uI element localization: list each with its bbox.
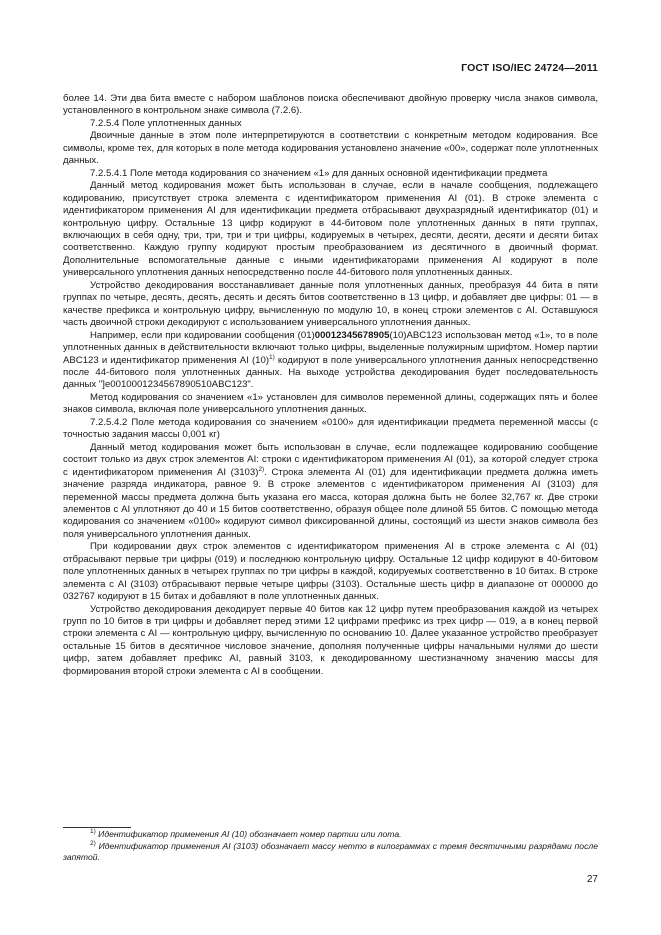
example-paragraph: [63, 330, 598, 392]
footnote-divider: [63, 827, 131, 828]
footnote-ref-1: 1): [269, 353, 275, 361]
footnote-mark: 2): [90, 839, 96, 847]
paragraph: Данный метод кодирования может быть использован в случае, если в начале сообщения, подлежащего кодированию, присутствует строка элемента с идентификатором применения AI (01). В строке элемента с идентификатором применения AI для идентификации предмета отбрасывают двухразрядный идентификатор (01) и контрольную цифру. Остальные 13 цифр кодируют в 44-битовом поле уплотненных данных в пяти группах, включающих в себя одну, три, три, три и три цифры, кодируемых в четырех, десяти, десяти, десяти и десяти битах соответственно. Каждую группу кодируют простым преобразованием из десятичного в двоичный формат. Дополнительные вспомогательные данные с иными идентификаторами применения AI кодируют в поле универсального уплотнения данных непосредственно после 44-битового поля уплотненных данных.: [63, 180, 598, 279]
footnote-1: [63, 829, 598, 841]
paragraph: Двоичные данные в этом поле интерпретируются в соответствии с конкретным методом кодирования. Все символы, кроме тех, для которых в поле метода кодирования установлено значение «00», содержат поле уплотненных данных.: [63, 130, 598, 167]
document-code-header: ГОСТ ISO/IEC 24724—2011: [461, 62, 598, 74]
section-heading-7-2-5-4: 7.2.5.4 Поле уплотненных данных: [90, 117, 242, 129]
section-heading-7-2-5-4-1: 7.2.5.4.1 Поле метода кодирования со значением «1» для данных основной идентификации предмета: [90, 167, 548, 179]
footnote-2: [63, 841, 598, 864]
footnote-text: Идентификатор применения AI (10) обозначает номер партии или лота.: [95, 829, 402, 839]
footnote-text: Идентификатор применения AI (3103) обозначает массу нетто в килограммах с тремя десятичными разрядами после запятой.: [63, 840, 598, 862]
paragraph: [63, 442, 598, 542]
paragraph: Метод кодирования со значением «1» установлен для символов переменной длины, содержащих пять и более знаков символа, включая поле универсального уплотнения данных.: [63, 391, 598, 416]
example-text: (10)ABC123 использован метод «1», то в поле уплотненных данных в действительности включают только цифры, выделенные полужирным шрифтом. Номер партии ABC123 и идентификатор применения AI (10): [63, 329, 599, 366]
paragraph: При кодировании двух строк элементов с идентификатором применения AI в строке элемента с AI (01) отбрасывают первые три цифры (019) и последнюю контрольную цифру. Остальные 12 цифр кодируют в 40-битовом поле уплотненных данных в четырех группах по три цифры в каждой, кодируемых соответственно в 10 битах. В строке элемента с AI (3103) отбрасывают первые четыре цифры (3103). Остальные шесть цифр в диапазоне от 000000 до 032767 кодируют в 15 битах и добавляют в поле уплотненных данных.: [63, 541, 598, 603]
paragraph-text: . Строка элемента AI (01) для идентификации предмета должна иметь значение разряда индикатора, равное 9. В строке элементов с идентификатором применения AI (3103) для переменной массы предмета должна быть указана его масса, которая должна быть не более 32,767 кг. Две строки элементов с AI уплотняют до 40 и 15 битов соответственно, образуя общее поле длиной 55 битов. С помощью метода кодирования со значением «0100» кодируют символ фиксированной длины, состоящий из шести знаков символа без поля универсального уплотнения данных.: [63, 466, 598, 540]
footnote-ref-2: 2): [258, 465, 265, 473]
footnote-mark: 1): [90, 828, 96, 835]
section-heading-7-2-5-4-2: 7.2.5.4.2 Поле метода кодирования со значением «0100» для идентификации предмета переменной массы (с точностью задания массы 0,001 кг): [63, 416, 598, 441]
body-text: [63, 93, 598, 678]
page-number: 27: [586, 874, 598, 885]
paragraph-text: Данный метод кодирования может быть использован в случае, если подлежащее кодированию сообщение состоит только из двух строк элементов AI: строки с идентификатором применения AI (01), за которой следует строка с идентификатором применения AI (3103): [63, 441, 598, 478]
paragraph: Устройство декодирования декодирует первые 40 битов как 12 цифр путем преобразования каждой из четырех групп по 10 битов в три цифры и добавляет перед этими 12 цифрами префикс из трех цифр — 019, а в конец первой строки элемента с AI — контрольную цифру, вычисленную по основанию 10. Далее указанное устройство преобразует остальные 15 битов в десятичное числовое значение, дополняя полученные цифры начальными нулями до шести цифр, затем добавляет префикс AI, равный 3103, к декодированному шестизначному значению массы для формирования второй строки элемента с AI в сообщении.: [63, 603, 598, 677]
example-bold-digits: 00012345678905: [314, 329, 390, 341]
example-text: кодируют в поле универсального уплотнения данных непосредственно после 44-битового поля уплотненных данных. На выходе устройства декодирования будет последовательность данных "]e0010001234567890510ABC123".: [63, 354, 598, 391]
paragraph: Устройство декодирования восстанавливает данные поля уплотненных данных, преобразуя 44 бита в пяти группах по четыре, десять, десять, десять и десять битов соответственно в 13 цифр, и добавляет две цифры: 01 — в качестве префикса и контрольную цифру, вычисленную по модулю 10, в конец строки элементов с AI. Оставшуюся часть двоичной строки декодируют с использованием универсального уплотнения данных.: [63, 279, 598, 329]
paragraph: более 14. Эти два бита вместе с набором шаблонов поиска обеспечивают двойную проверку числа знаков символа, установленного в контрольном знаке символа (7.2.6).: [63, 93, 598, 117]
example-text: Например, если при кодировании сообщения (01): [90, 329, 315, 341]
footnotes: [63, 829, 598, 864]
